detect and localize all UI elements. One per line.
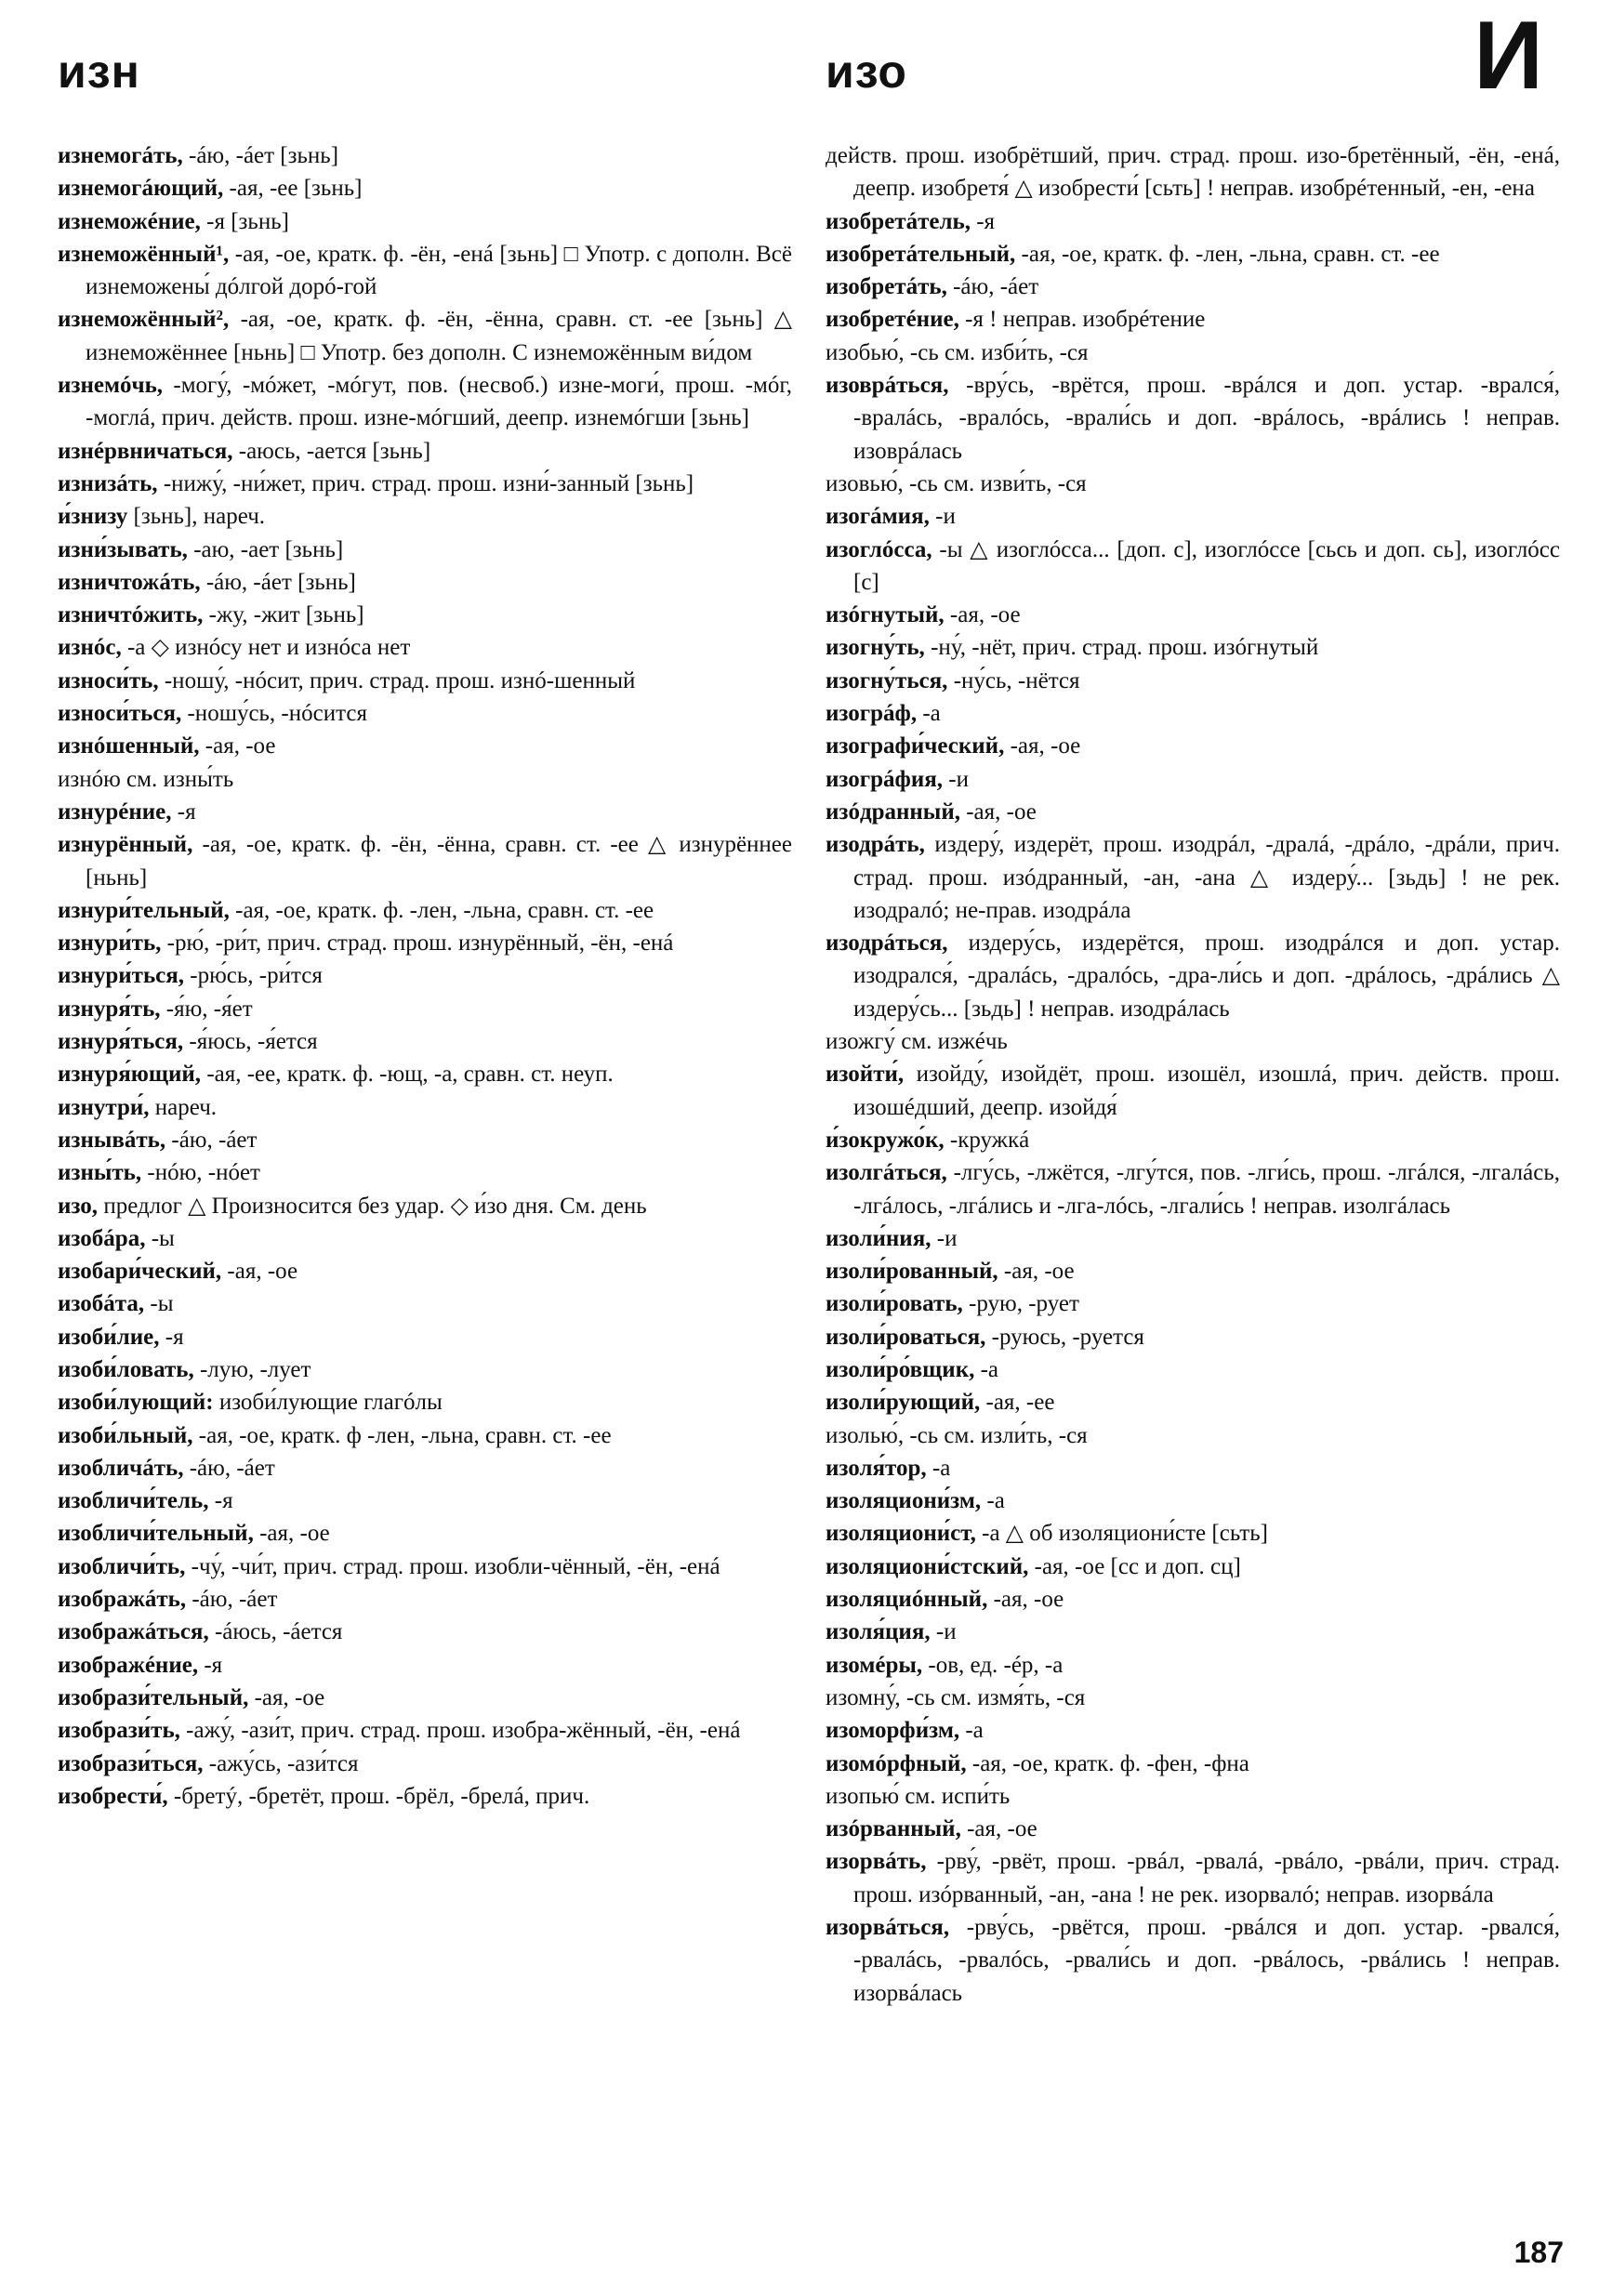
dictionary-entry	[826, 730, 1560, 762]
dictionary-entry	[826, 796, 1560, 828]
entry-body: -а	[974, 1356, 999, 1382]
entry-body: -ая, -ое	[998, 1259, 1075, 1285]
entry-headword: изображáть,	[58, 1587, 187, 1613]
entry-body: -ая, -ое	[248, 1684, 325, 1710]
entry-body: -я	[198, 1652, 223, 1678]
entry-body: -áю, -áет	[165, 1127, 258, 1153]
entry-body: изолью́, -сь см. изли́ть, -ся	[826, 1422, 1088, 1448]
dictionary-entry	[826, 1386, 1560, 1419]
entry-headword: изоли́ро́вщик,	[826, 1356, 975, 1382]
entry-headword: изобличи́ть,	[58, 1553, 186, 1579]
entry-body: -и	[929, 504, 956, 530]
dictionary-entry	[826, 139, 1560, 205]
entry-body: изойду́, изойдёт, прош. изошёл, изошлá, прич. действ. прош. изошéдший, деепр. изойдя́	[853, 1062, 1560, 1120]
entry-headword: изнемогáть,	[58, 143, 183, 168]
entry-body: -я	[208, 1488, 233, 1514]
entry-headword: изоли́рующий,	[826, 1390, 981, 1416]
dictionary-entry	[58, 139, 792, 172]
entry-body: -ая, -ое	[253, 1521, 330, 1547]
entry-headword: изни́зывать,	[58, 536, 188, 562]
entry-headword: изоляциони́стский,	[826, 1553, 1029, 1579]
entry-body: -нóю, -нóет	[141, 1160, 260, 1186]
dictionary-entry	[58, 1287, 792, 1320]
dictionary-entry	[826, 205, 1560, 238]
dictionary-entry	[58, 205, 792, 238]
dictionary-entry	[826, 1156, 1560, 1222]
entry-headword: изоби́лующий:	[58, 1390, 214, 1416]
entry-headword: изобрази́тельный,	[58, 1684, 249, 1710]
dictionary-entry	[826, 303, 1560, 336]
dictionary-entry	[826, 1845, 1560, 1911]
entry-headword: изобрази́ть,	[58, 1718, 180, 1744]
entry-headword: изоли́рованный,	[826, 1259, 998, 1285]
entry-body: -нижу́, -ни́жет, прич. страд. прош. изни́-занный [зьнь]	[157, 470, 694, 496]
entry-headword: изнурéние,	[58, 798, 172, 825]
entry-headword: изобретáтель,	[826, 208, 971, 234]
entry-headword: изнóшенный,	[58, 733, 200, 759]
entry-body: -ая, -ое	[944, 602, 1021, 628]
dictionary-entry	[58, 369, 792, 435]
entry-headword: изогну́ться,	[826, 667, 948, 693]
entry-body: -ы	[144, 1291, 174, 1317]
entry-headword: изнуря́ющий,	[58, 1062, 202, 1088]
entry-body: [зьнь], нареч.	[127, 504, 266, 530]
dictionary-entry	[826, 336, 1560, 369]
entry-body: -ая, -ее	[980, 1390, 1055, 1416]
entry-headword: изóгнутый,	[826, 602, 945, 628]
entry-body: -áю, -áет	[183, 1455, 275, 1481]
entry-body: -ая, -ое	[959, 798, 1037, 825]
running-head-left: изн	[58, 46, 140, 98]
entry-headword: изнурённый,	[58, 832, 193, 858]
dictionary-entry	[58, 1419, 792, 1452]
entry-body: -ая, -ее, кратк. ф. -ющ, -а, сравн. ст. неуп.	[201, 1062, 614, 1088]
dictionary-entry	[826, 1058, 1560, 1124]
entry-headword: изодрáть,	[826, 832, 925, 858]
entry-headword: изоврáться,	[826, 373, 949, 399]
dictionary-entry	[58, 828, 792, 894]
entry-headword: изобáта,	[58, 1291, 145, 1317]
dictionary-entry	[58, 1321, 792, 1353]
entry-body: -áю, -áет [зьнь]	[182, 143, 339, 168]
dictionary-entry	[826, 1124, 1560, 1156]
dictionary-entry	[58, 1124, 792, 1156]
dictionary-entry	[826, 697, 1560, 730]
entry-body: -ая, -ое, кратк. ф. -ён, -ённа, сравн. ст. -ее △ изнурённее [ньнь]	[86, 832, 792, 891]
entry-body: -я́ю, -я́ет	[160, 996, 253, 1022]
dictionary-entry	[826, 631, 1560, 664]
entry-body: -рю́сь, -ри́тся	[184, 963, 323, 989]
entry-headword: изойти́,	[826, 1062, 905, 1088]
entry-headword: изоли́роваться,	[826, 1324, 986, 1350]
entry-body: -рву́, -рвёт, прош. -рвáл, -рвалá, -рвáло, -рвáли, прич. страд. прош. изóрванный, -ан, -ана ! не рек. изорвалó; неправ. изорвáла	[853, 1849, 1560, 1907]
left-column	[58, 139, 792, 1813]
entry-headword: изоляциóнный,	[826, 1587, 988, 1613]
entry-body: -ая, -ое	[199, 733, 276, 759]
dictionary-entry	[58, 1649, 792, 1682]
dictionary-entry	[826, 1222, 1560, 1255]
entry-headword: износи́ть,	[58, 667, 159, 693]
dictionary-entry	[826, 271, 1560, 303]
entry-body: -ая, -ое	[221, 1259, 298, 1285]
dictionary-entry	[58, 1748, 792, 1780]
entry-headword: изнури́ть,	[58, 930, 162, 957]
entry-headword: изобретáть,	[826, 274, 947, 300]
entry-body: -я	[159, 1324, 184, 1350]
entry-headword: изнизáть,	[58, 470, 158, 496]
entry-body: -а	[917, 701, 941, 727]
dictionary-entry	[58, 599, 792, 631]
entry-headword: изнутри́,	[58, 1094, 150, 1120]
entry-body: -áю, -áет	[946, 274, 1039, 300]
entry-body: -ы △ изоглóсса... [доп. с], изоглóссе [сьсь и доп. сь], изоглóсс [с]	[853, 536, 1560, 595]
dictionary-entry	[826, 1025, 1560, 1058]
dictionary-entry	[826, 1616, 1560, 1648]
dictionary-entry	[826, 1682, 1560, 1714]
entry-body: -ая, -ое	[987, 1587, 1064, 1613]
entry-body: изомну́, -сь см. измя́ть, -ся	[826, 1684, 1086, 1710]
entry-headword: изнури́тельный,	[58, 897, 230, 923]
entry-body: -áю, -áет [зьнь]	[200, 569, 356, 595]
dictionary-entry	[58, 959, 792, 992]
entry-body: действ. прош. изобрётший, прич. страд. прош. изо-бретённый, -ён, -енá, деепр. изобретя́ △ изобрести́ [сьть] ! неправ. изобрéтенный, -ен, -ена	[826, 143, 1560, 202]
dictionary-entry	[58, 697, 792, 730]
entry-body: -ая, -ое, кратк. ф. -фен, -фна	[966, 1750, 1249, 1776]
dictionary-entry	[826, 763, 1560, 796]
entry-body: -а ◇ изнóсу нет и изнóса нет	[121, 635, 411, 661]
entry-headword: изографи́ческий,	[826, 733, 1005, 759]
entry-body: -а	[959, 1718, 984, 1744]
dictionary-entry	[58, 796, 792, 828]
entry-body: нареч.	[149, 1094, 218, 1120]
dictionary-entry	[58, 1583, 792, 1616]
entry-headword: изничтóжить,	[58, 602, 204, 628]
entry-headword: изображéние,	[58, 1652, 199, 1678]
page-number: 187	[1513, 2236, 1564, 2269]
dictionary-entry	[58, 566, 792, 599]
dictionary-entry	[826, 1287, 1560, 1320]
entry-body: изоби́лующие глагóлы	[213, 1390, 443, 1416]
dictionary-entry	[58, 1616, 792, 1648]
right-column	[826, 139, 1560, 2010]
entry-body: -áюсь, -áется	[208, 1619, 343, 1645]
entry-headword: изо,	[58, 1193, 99, 1219]
entry-body: -и	[943, 766, 970, 792]
entry-body: -я	[970, 208, 996, 234]
entry-headword: изоли́ровать,	[826, 1291, 963, 1317]
entry-headword: изобличáть,	[58, 1455, 184, 1481]
dictionary-entry	[58, 500, 792, 533]
entry-body: -ну́, -нёт, прич. страд. прош. изóгнутый	[924, 635, 1319, 661]
dictionary-entry	[58, 1452, 792, 1484]
entry-headword: изогрáф,	[826, 701, 918, 727]
dictionary-entry	[58, 1091, 792, 1124]
dictionary-entry	[826, 534, 1560, 600]
entry-headword: изобличи́тельный,	[58, 1521, 254, 1547]
entry-headword: изобрести́,	[58, 1783, 168, 1809]
dictionary-entry	[58, 1682, 792, 1714]
entry-headword: изогну́ть,	[826, 635, 925, 661]
entry-headword: изнуря́ться,	[58, 1029, 184, 1055]
entry-body: -ажу́сь, -ази́тся	[203, 1750, 359, 1776]
dictionary-entry	[58, 927, 792, 959]
entry-body: -чу́, -чи́т, прич. страд. прош. изобли-чённый, -ён, -енá	[185, 1553, 720, 1579]
entry-headword: изоби́лие,	[58, 1324, 160, 1350]
entry-headword: изоморфи́зм,	[826, 1718, 960, 1744]
dictionary-entry	[58, 1222, 792, 1255]
entry-body: -лгу́сь, -лжётся, -лгу́тся, пов. -лги́сь, прош. -лгáлся, -лгалáсь, -лгáлось, -лгáлись и -лга-лóсь, -лгали́сь ! неправ. изолгáлась	[853, 1160, 1560, 1219]
entry-headword: изóрванный,	[826, 1816, 961, 1842]
dictionary-entry	[826, 1255, 1560, 1287]
dictionary-entry	[58, 1386, 792, 1419]
entry-headword: изомóрфный,	[826, 1750, 967, 1776]
entry-headword: изнéрвничаться,	[58, 438, 233, 464]
dictionary-entry	[826, 1419, 1560, 1452]
entry-headword: изоли́ния,	[826, 1225, 932, 1251]
entry-body: -жу, -жит [зьнь]	[203, 602, 364, 628]
dictionary-entry	[826, 1550, 1560, 1583]
dictionary-entry	[58, 1025, 792, 1058]
entry-body: -ая, -ое, кратк. ф. -ён, -ённа, сравн. ст. -ее [зьнь] △ изнеможённее [ньнь] □ Употр. без дополн. С изнеможённым ви́дом	[86, 307, 792, 365]
entry-headword: изоляциони́ст,	[826, 1521, 976, 1547]
entry-body: -вру́сь, -врётся, прош. -врáлся и доп. устар. -врался́, -вралáсь, -вралóсь, -врали́сь и доп. -врáлось, -врáлись ! неправ. изоврáлась	[853, 373, 1560, 464]
entry-headword: и́знизу	[58, 504, 128, 530]
entry-headword: изобретéние,	[826, 307, 959, 333]
entry-body: -ношу́, -нóсит, прич. страд. прош. изнó-шенный	[158, 667, 636, 693]
entry-headword: изоби́ловать,	[58, 1356, 194, 1382]
entry-body: -кружкá	[944, 1127, 1030, 1153]
entry-headword: изнóс,	[58, 635, 122, 661]
dictionary-entry	[826, 1780, 1560, 1813]
entry-headword: износи́ться,	[58, 701, 182, 727]
entry-body: издеру́сь, издерётся, прош. изодрáлся и доп. устар. изодрался́, -дралáсь, -дралóсь, -дра-ли́сь и доп. -дрáлось, -дрáлись △ издеру́сь... [зьдь] ! неправ. изодрáлась	[853, 930, 1560, 1022]
dictionary-entry	[826, 1649, 1560, 1682]
dictionary-entry	[826, 828, 1560, 927]
entry-headword: изнеможённый²,	[58, 307, 230, 333]
entry-body: -бретý, -бретёт, прош. -брёл, -брелá, прич.	[167, 1783, 590, 1809]
entry-headword: изомéры,	[826, 1652, 923, 1678]
dictionary-entry	[826, 1911, 1560, 2010]
dictionary-entry	[58, 1714, 792, 1747]
entry-body: -и	[931, 1225, 958, 1251]
dictionary-entry	[58, 665, 792, 697]
entry-headword: изнеможённый¹,	[58, 241, 230, 267]
entry-headword: изображáться,	[58, 1619, 209, 1645]
entry-body: -я	[171, 798, 196, 825]
entry-headword: изобáра,	[58, 1225, 146, 1251]
entry-headword: изорвáться,	[826, 1915, 950, 1941]
entry-body: издеру́, издерёт, прош. изодрáл, -дралá, -дрáло, -дрáли, прич. страд. прош. изóдранный, -ан, -ана △ издеру́... [зьдь] ! не рек. изодралó; не-прав. изодрáла	[853, 832, 1560, 923]
section-letter: И	[1473, 2, 1543, 110]
dictionary-entry	[58, 1517, 792, 1550]
entry-headword: изнуря́ть,	[58, 996, 161, 1022]
entry-body: -ая, -ое, кратк. ф -лен, -льна, сравн. ст. -ее	[192, 1422, 612, 1448]
dictionary-entry	[58, 993, 792, 1025]
entry-body: -ая, -ое, кратк. ф. -лен, -льна, сравн. ст. -ее	[1015, 241, 1440, 267]
dictionary-entry	[58, 238, 792, 304]
entry-body: -аюсь, -ается [зьнь]	[232, 438, 431, 464]
entry-headword: изоля́тор,	[826, 1455, 927, 1481]
dictionary-entry	[826, 1353, 1560, 1386]
entry-body: изопью́ см. испи́ть	[826, 1783, 1011, 1809]
dictionary-entry	[826, 1813, 1560, 1845]
dictionary-entry	[826, 1748, 1560, 1780]
entry-body: -áю, -áет	[186, 1587, 278, 1613]
entry-body: -я [зьнь]	[200, 208, 289, 234]
entry-headword: изодрáться,	[826, 930, 948, 957]
entry-headword: изны́ть,	[58, 1160, 142, 1186]
entry-body: -ношу́сь, -нóсится	[181, 701, 367, 727]
dictionary-entry	[58, 1058, 792, 1090]
entry-headword: изнемогáющий,	[58, 176, 224, 202]
dictionary-entry	[826, 599, 1560, 631]
entry-body: -лую, -лует	[193, 1356, 311, 1382]
dictionary-entry	[58, 435, 792, 468]
entry-headword: изолгáться,	[826, 1160, 947, 1186]
dictionary-entry	[826, 1583, 1560, 1616]
entry-body: -могу́, -мóжет, -мóгут, пов. (несвоб.) изне-моги́, прош. -мóг, -моглá, прич. действ. прош. изне-мóгший, деепр. изнемóгши [зьнь]	[86, 373, 792, 431]
entry-body: предлог △ Произносится без удар. ◇ и́зо дня. См. день	[98, 1193, 647, 1219]
entry-body: изобью́, -сь см. изби́ть, -ся	[826, 339, 1089, 365]
entry-body: изожгу́ см. изжéчь	[826, 1029, 1008, 1055]
dictionary-entry	[58, 1255, 792, 1287]
entry-body: -а	[981, 1488, 1005, 1514]
entry-body: -а △ об изоляциони́сте [сьть]	[975, 1521, 1268, 1547]
dictionary-entry	[826, 1452, 1560, 1484]
entry-headword: изогрáфия,	[826, 766, 944, 792]
dictionary-entry	[826, 1321, 1560, 1353]
dictionary-entry	[826, 1714, 1560, 1747]
entry-body: -аю, -ает [зьнь]	[187, 536, 344, 562]
entry-body: -ая, -ое	[960, 1816, 1037, 1842]
dictionary-entry	[58, 1156, 792, 1189]
dictionary-entry	[826, 238, 1560, 271]
entry-body: -ажу́, -ази́т, прич. страд. прош. изобра-жённый, -ён, -енá	[179, 1718, 741, 1744]
dictionary-entry	[58, 763, 792, 796]
entry-body: -ая, -ое, кратк. ф. -лен, -льна, сравн. ст. -ее	[229, 897, 654, 923]
dictionary-entry	[58, 1353, 792, 1386]
entry-body: -ая, -ее [зьнь]	[223, 176, 363, 202]
entry-headword: изобари́ческий,	[58, 1259, 222, 1285]
dictionary-entry	[826, 369, 1560, 468]
entry-headword: изничтожáть,	[58, 569, 201, 595]
entry-headword: изорвáть,	[826, 1849, 927, 1875]
entry-headword: изогáмия,	[826, 504, 930, 530]
entry-headword: изобличи́тель,	[58, 1488, 209, 1514]
entry-body: -рву́сь, -рвётся, прош. -рвáлся и доп. устар. -рвался́, -рвалáсь, -рвалóсь, -рвали́сь и доп. -рвáлось, -рвáлись ! неправ. изорвáлась	[853, 1915, 1560, 2006]
entry-body: -ы	[145, 1225, 175, 1251]
entry-body: -я́юсь, -я́ется	[183, 1029, 318, 1055]
dictionary-entry	[826, 500, 1560, 533]
entry-body: изнóю см. изны́ть	[58, 766, 234, 792]
entry-headword: изоляциони́зм,	[826, 1488, 982, 1514]
dictionary-entry	[58, 1484, 792, 1517]
entry-headword: изнури́ться,	[58, 963, 185, 989]
entry-headword: изоля́ция,	[826, 1619, 931, 1645]
entry-body: -ов, ед. -éр, -а	[922, 1652, 1064, 1678]
entry-body: -я ! неправ. изобрéтение	[958, 307, 1206, 333]
entry-headword: и́зокружо́к,	[826, 1127, 945, 1153]
entry-headword: изобретáтельный,	[826, 241, 1016, 267]
dictionary-entry	[826, 927, 1560, 1025]
dictionary-entry	[826, 468, 1560, 500]
dictionary-entry	[58, 1550, 792, 1583]
entry-body: -ая, -ое	[1004, 733, 1081, 759]
dictionary-entry	[826, 1517, 1560, 1550]
dictionary-entry	[58, 730, 792, 762]
dictionary-entry	[58, 631, 792, 664]
entry-body: -ая, -ое, кратк. ф. -ён, -енá [зьнь] □ Употр. с дополн. Всё изнеможены́ дóлгой дорó-гой	[86, 241, 792, 300]
dictionary-entry	[826, 665, 1560, 697]
entry-body: -руюсь, -руется	[985, 1324, 1144, 1350]
entry-headword: изнеможéние,	[58, 208, 201, 234]
entry-body: -ая, -ое [сс и доп. сц]	[1028, 1553, 1241, 1579]
entry-body: -ну́сь, -нётся	[947, 667, 1080, 693]
entry-headword: изоглóсса,	[826, 536, 932, 562]
dictionary-entry	[58, 468, 792, 500]
entry-body: -и	[930, 1619, 957, 1645]
entry-headword: изнывáть,	[58, 1127, 166, 1153]
dictionary-entry	[58, 534, 792, 566]
entry-headword: изóдранный,	[826, 798, 960, 825]
entry-headword: изобрази́ться,	[58, 1750, 204, 1776]
dictionary-entry	[58, 1780, 792, 1813]
entry-body: -рую, -рует	[962, 1291, 1079, 1317]
dictionary-entry	[58, 303, 792, 369]
dictionary-entry	[826, 1484, 1560, 1517]
entry-body: -рю́, -ри́т, прич. страд. прош. изнурённый, -ён, -енá	[161, 930, 674, 957]
dictionary-entry	[58, 1190, 792, 1222]
entry-headword: изнемóчь,	[58, 373, 164, 399]
dictionary-entry	[58, 894, 792, 927]
entry-headword: изоби́льный,	[58, 1422, 193, 1448]
running-head-center: изо	[826, 46, 907, 98]
entry-body: -а	[926, 1455, 951, 1481]
entry-body: изовью́, -сь см. изви́ть, -ся	[826, 470, 1087, 496]
dictionary-entry	[58, 172, 792, 205]
